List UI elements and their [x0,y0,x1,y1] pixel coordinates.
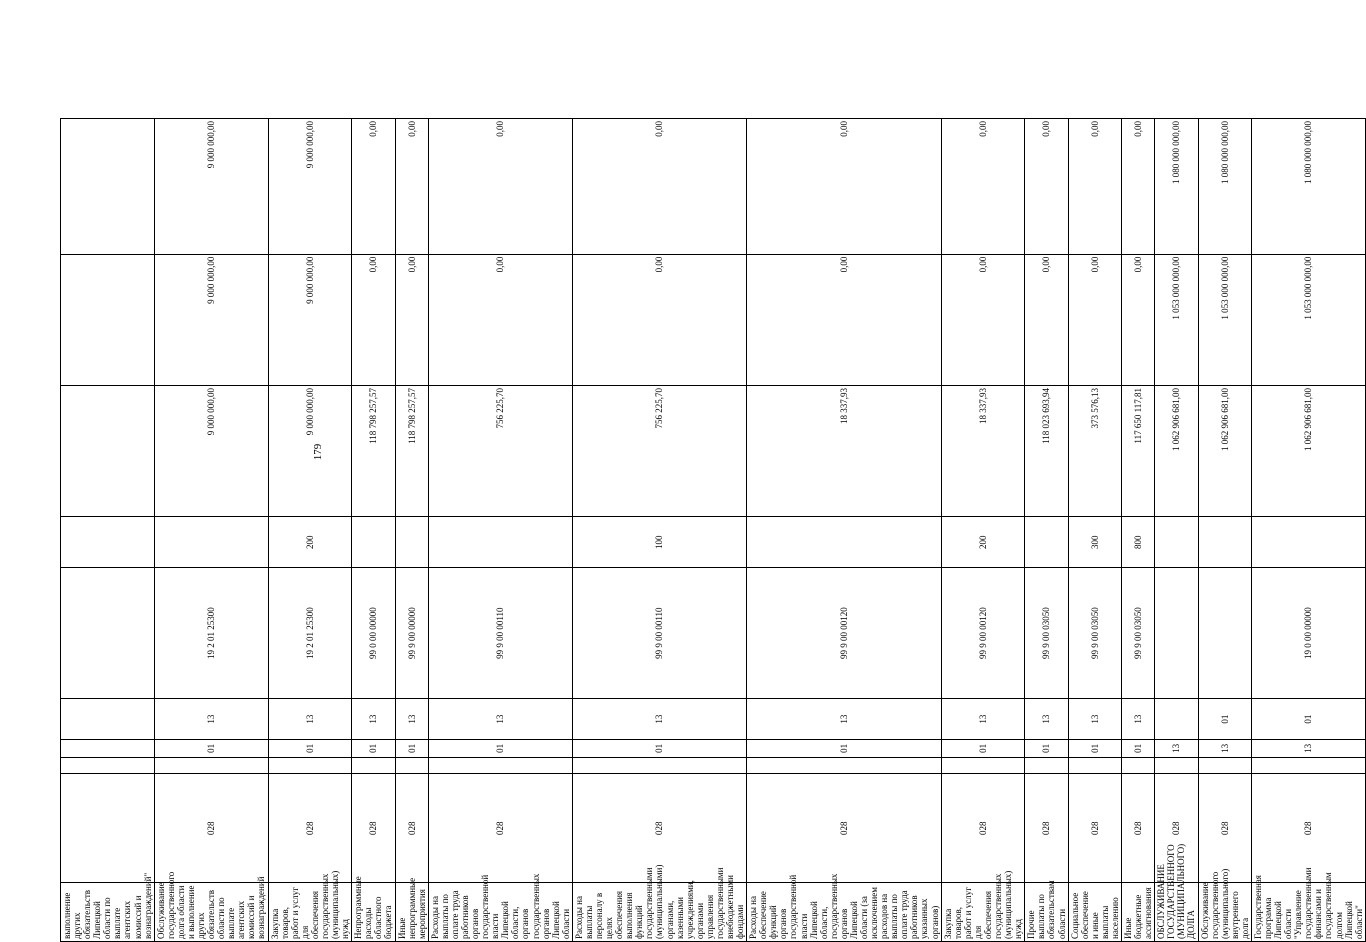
table-row [1025,119,1068,942]
row-sum-year1: 9 000 000,00 [268,385,352,516]
row-section: 13 [1198,739,1251,757]
row-sum-year1: 1 062 906 681,00 [1155,385,1198,516]
row-section: 01 [428,739,572,757]
row-admin-code: 028 [747,774,941,883]
row-target-article: 99 9 00 03050 [1025,567,1068,698]
row-target-article: 19 2 01 25300 [268,567,352,698]
row-sum-year1: 756 225,70 [572,385,746,516]
row-name: Закупка товаров, работ и услуг для обеспечения государственных (муниципальных) нужд [268,883,352,942]
row-sum-year2: 1 053 000 000,00 [1251,254,1365,385]
row-sum-year1: 9 000 000,00 [154,385,268,516]
row-expense-type [154,517,268,568]
row-blank [572,758,746,774]
row-sum-year2: 0,00 [1068,254,1121,385]
row-name: Расходы на выплаты персоналу в целях обеспечения выполнения функций государственными (муниципальными) органами, казенными учреждениями, органами управления государственными внебюджетными фондами [572,883,746,942]
row-sum-year3: 1 080 000 000,00 [1251,119,1365,255]
row-expense-type: 100 [572,517,746,568]
row-sum-year2: 1 053 000 000,00 [1198,254,1251,385]
table-row [61,119,155,942]
row-sum-year2: 0,00 [1121,254,1154,385]
row-sum-year2: 0,00 [1025,254,1068,385]
table-row [1121,119,1154,942]
row-sum-year2: 0,00 [395,254,428,385]
row-expense-type: 200 [941,517,1025,568]
row-subsection: 13 [572,699,746,739]
row-name: Иные непрограммные мероприятия [395,883,428,942]
row-target-article: 99 9 00 00000 [395,567,428,698]
row-sum-year3: 0,00 [747,119,941,255]
row-target-article: 99 9 00 00120 [747,567,941,698]
row-expense-type [1198,517,1251,568]
row-blank [1121,758,1154,774]
row-admin-code: 028 [428,774,572,883]
row-blank [1251,758,1365,774]
row-target-article: 99 9 00 00110 [572,567,746,698]
row-sum-year3: 0,00 [1068,119,1121,255]
row-sum-year3: 0,00 [352,119,395,255]
row-sum-year3 [61,119,155,255]
row-name: Прочие выплаты по обязательствам области [1025,883,1068,942]
table-row [1251,119,1365,942]
row-subsection: 13 [154,699,268,739]
row-expense-type [1251,517,1365,568]
row-sum-year1: 1 062 906 681,00 [1251,385,1365,516]
row-blank [428,758,572,774]
row-section: 01 [268,739,352,757]
row-target-article: 99 9 00 03050 [1068,567,1121,698]
row-sum-year2: 0,00 [572,254,746,385]
row-expense-type: 800 [1121,517,1154,568]
row-section: 01 [1068,739,1121,757]
row-subsection [61,699,155,739]
row-target-article [1155,567,1198,698]
row-sum-year1: 118 798 257,57 [395,385,428,516]
row-section: 01 [572,739,746,757]
table-row [1155,119,1198,942]
row-subsection [1155,699,1198,739]
row-sum-year1 [61,385,155,516]
row-blank [747,758,941,774]
row-subsection: 01 [1251,699,1365,739]
row-admin-code: 028 [154,774,268,883]
row-sum-year3: 0,00 [941,119,1025,255]
row-sum-year2: 9 000 000,00 [154,254,268,385]
row-target-article: 19 2 01 25300 [154,567,268,698]
row-name: Закупка товаров, работ и услуг для обеспечения государственных (муниципальных) нужд [941,883,1025,942]
row-expense-type [61,517,155,568]
row-section: 13 [1251,739,1365,757]
row-admin-code: 028 [941,774,1025,883]
row-subsection: 13 [941,699,1025,739]
row-sum-year2: 9 000 000,00 [268,254,352,385]
row-sum-year2: 1 053 000 000,00 [1155,254,1198,385]
row-subsection: 13 [268,699,352,739]
table-row [1198,119,1251,942]
row-blank [1155,758,1198,774]
row-sum-year2: 0,00 [352,254,395,385]
row-subsection: 13 [1121,699,1154,739]
row-subsection: 13 [1068,699,1121,739]
row-admin-code: 028 [1155,774,1198,883]
row-admin-code [61,774,155,883]
row-sum-year1: 118 023 693,94 [1025,385,1068,516]
table-row [395,119,428,942]
row-blank [395,758,428,774]
table-row [747,119,941,942]
row-sum-year3: 9 000 000,00 [268,119,352,255]
row-section: 13 [1155,739,1198,757]
row-target-article: 99 9 00 03050 [1121,567,1154,698]
row-sum-year1: 373 576,13 [1068,385,1121,516]
row-blank [154,758,268,774]
row-section: 01 [1121,739,1154,757]
row-name: Непрограммные расходы областного бюджета [352,883,395,942]
row-admin-code: 028 [395,774,428,883]
row-sum-year1: 118 798 257,57 [352,385,395,516]
row-expense-type [395,517,428,568]
row-admin-code: 028 [1198,774,1251,883]
budget-table [60,118,1366,942]
table-row [572,119,746,942]
row-blank [61,758,155,774]
row-subsection: 13 [747,699,941,739]
row-sum-year2: 0,00 [747,254,941,385]
row-name: выполнение других обязательств Липецкой области по выплате агентских комиссий и вознаграждений" [61,883,155,942]
row-sum-year3: 1 080 000 000,00 [1155,119,1198,255]
row-target-article: 99 9 00 00110 [428,567,572,698]
row-admin-code: 028 [1251,774,1365,883]
row-expense-type [352,517,395,568]
row-blank [941,758,1025,774]
row-subsection: 13 [352,699,395,739]
row-section: 01 [352,739,395,757]
row-blank [268,758,352,774]
row-section [61,739,155,757]
row-sum-year2: 0,00 [941,254,1025,385]
row-section: 01 [941,739,1025,757]
row-sum-year1: 1 062 906 681,00 [1198,385,1251,516]
row-admin-code: 028 [268,774,352,883]
row-sum-year3: 0,00 [572,119,746,255]
row-expense-type [428,517,572,568]
row-subsection: 13 [395,699,428,739]
row-admin-code: 028 [572,774,746,883]
row-sum-year3: 9 000 000,00 [154,119,268,255]
row-section: 01 [1025,739,1068,757]
row-expense-type: 300 [1068,517,1121,568]
row-subsection: 13 [1025,699,1068,739]
row-sum-year3: 0,00 [1025,119,1068,255]
row-sum-year2: 0,00 [428,254,572,385]
row-sum-year3: 1 080 000 000,00 [1198,119,1251,255]
row-blank [352,758,395,774]
row-section: 01 [747,739,941,757]
row-sum-year3: 0,00 [428,119,572,255]
row-admin-code: 028 [352,774,395,883]
row-expense-type: 200 [268,517,352,568]
row-expense-type [747,517,941,568]
table-row [941,119,1025,942]
row-name: Социальное обеспечение и иные выплаты населению [1068,883,1121,942]
row-blank [1025,758,1068,774]
row-expense-type [1025,517,1068,568]
row-admin-code: 028 [1121,774,1154,883]
row-target-article [1198,567,1251,698]
row-target-article: 99 9 00 00120 [941,567,1025,698]
table-row [154,119,268,942]
row-subsection: 01 [1198,699,1251,739]
row-target-article: 99 0 00 00000 [352,567,395,698]
row-target-article [61,567,155,698]
row-name: Обслуживание государственного (муниципального) внутреннего долга [1198,883,1251,942]
row-sum-year3: 0,00 [395,119,428,255]
row-name: Расходы на выплаты по оплате труда работников органов государственной власти Липецкой области, органов государственных органов Липецкой области [428,883,572,942]
row-admin-code: 028 [1068,774,1121,883]
row-name: Обслуживание государственного долга области и выполнение других обязательств области по выплате агентских комиссий и вознаграждений [154,883,268,942]
row-admin-code: 028 [1025,774,1068,883]
row-section: 01 [395,739,428,757]
row-target-article: 19 0 00 00000 [1251,567,1365,698]
row-name: ОБСЛУЖИВАНИЕ ГОСУДАРСТВЕННОГО (МУНИЦИПАЛЬНОГО) ДОЛГА [1155,883,1198,942]
budget-table-container [60,118,1364,942]
row-name: Расходы на обеспечение функций органов государственной власти Липецкой области, государственных органов Липецкой области (за исключением расходов на выплаты по оплате труда работников указанных органов) [747,883,941,942]
table-row [428,119,572,942]
table-row [1068,119,1121,942]
row-blank [1198,758,1251,774]
row-name: Государственная программа Липецкой области "Управление государственными финансами и государственным долгом Липецкой области" [1251,883,1365,942]
row-subsection: 13 [428,699,572,739]
row-section: 01 [154,739,268,757]
row-sum-year2 [61,254,155,385]
row-expense-type [1155,517,1198,568]
table-row [268,119,352,942]
row-sum-year3: 0,00 [1121,119,1154,255]
row-sum-year1: 117 650 117,81 [1121,385,1154,516]
row-blank [1068,758,1121,774]
row-sum-year1: 18 337,93 [941,385,1025,516]
row-name: Иные бюджетные ассигнования [1121,883,1154,942]
row-sum-year1: 756 225,70 [428,385,572,516]
table-row [352,119,395,942]
row-sum-year1: 18 337,93 [747,385,941,516]
page-number: 179 [312,443,324,461]
